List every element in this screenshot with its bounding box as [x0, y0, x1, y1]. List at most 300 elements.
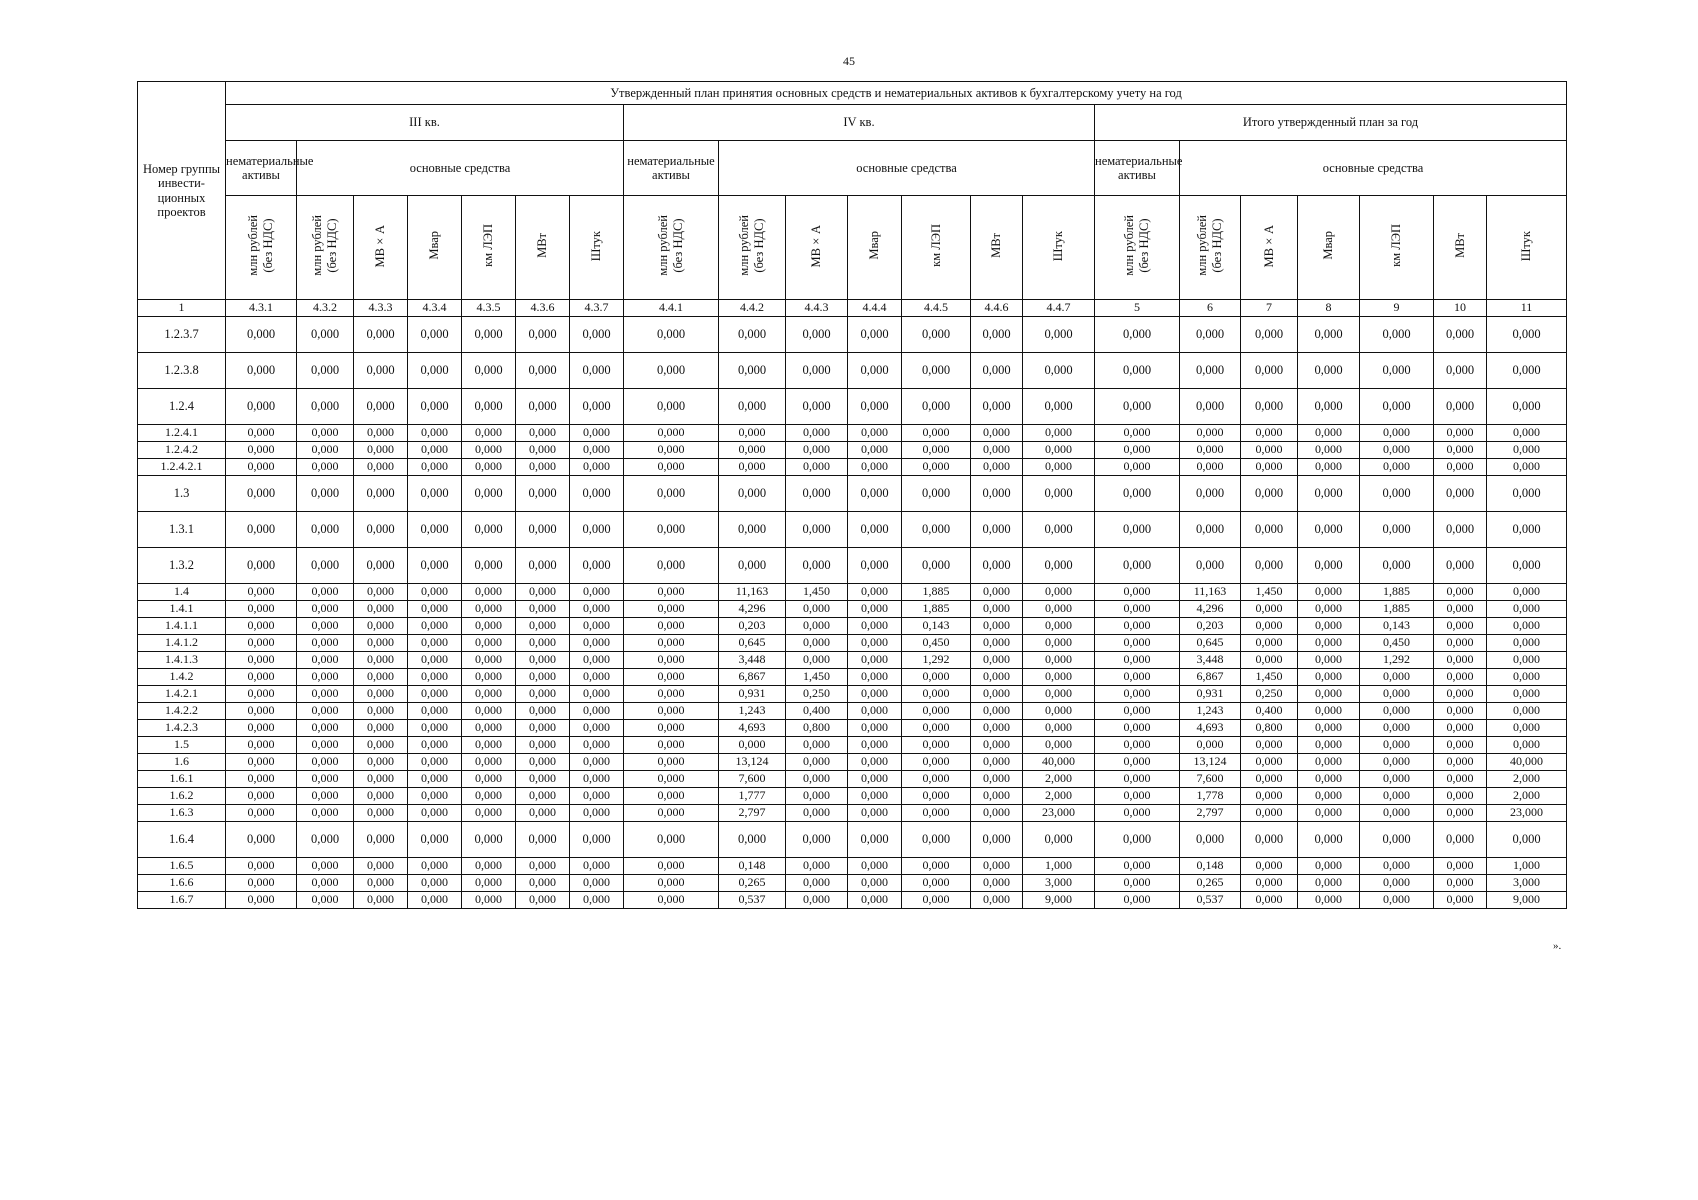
value-cell: 0,000 [786, 389, 848, 425]
unit-header [1095, 196, 1180, 300]
value-cell: 0,000 [462, 618, 516, 635]
value-cell: 0,000 [408, 512, 462, 548]
value-cell: 0,000 [719, 317, 786, 353]
value-cell: 0,000 [462, 425, 516, 442]
column-number-cell: 7 [1241, 300, 1298, 317]
value-cell: 0,000 [786, 771, 848, 788]
value-cell: 0,000 [570, 652, 624, 669]
value-cell: 0,000 [1095, 548, 1180, 584]
value-cell: 0,000 [354, 720, 408, 737]
value-cell: 0,000 [624, 618, 719, 635]
value-cell: 0,931 [1180, 686, 1241, 703]
column-number-cell: 4.4.4 [848, 300, 902, 317]
value-cell: 0,000 [848, 618, 902, 635]
value-cell: 2,000 [1023, 771, 1095, 788]
value-cell: 1,292 [1360, 652, 1434, 669]
value-cell: 0,000 [1023, 703, 1095, 720]
value-cell: 11,163 [1180, 584, 1241, 601]
value-cell: 0,000 [297, 389, 354, 425]
value-cell: 0,000 [1180, 425, 1241, 442]
value-cell: 0,000 [1095, 584, 1180, 601]
value-cell: 0,000 [297, 635, 354, 652]
table-row [138, 805, 1567, 822]
column-number-cell: 4.4.5 [902, 300, 971, 317]
group-number-cell: 1.4.1.1 [138, 618, 226, 635]
value-cell: 0,000 [902, 548, 971, 584]
value-cell: 0,000 [1434, 353, 1487, 389]
value-cell: 0,000 [1487, 720, 1567, 737]
group-number-cell: 1.5 [138, 737, 226, 754]
value-cell: 0,000 [1095, 635, 1180, 652]
value-cell: 0,000 [971, 788, 1023, 805]
value-cell: 0,000 [1095, 788, 1180, 805]
value-cell: 0,000 [1360, 858, 1434, 875]
value-cell: 0,000 [624, 737, 719, 754]
value-cell: 0,000 [1434, 618, 1487, 635]
unit-label: млн рублей (без НДС) [310, 215, 339, 277]
unit-header [848, 196, 902, 300]
value-cell: 0,000 [1360, 548, 1434, 584]
value-cell: 0,000 [1095, 652, 1180, 669]
value-cell: 0,000 [1180, 822, 1241, 858]
value-cell: 0,000 [570, 858, 624, 875]
unit-header [1241, 196, 1298, 300]
value-cell: 0,000 [1095, 618, 1180, 635]
value-cell: 0,000 [902, 669, 971, 686]
value-cell: 0,000 [1180, 512, 1241, 548]
value-cell: 0,000 [1298, 317, 1360, 353]
column-number-row [138, 300, 1567, 317]
value-cell: 0,000 [462, 805, 516, 822]
value-cell: 2,000 [1487, 788, 1567, 805]
value-cell: 0,000 [462, 720, 516, 737]
value-cell: 4,296 [1180, 601, 1241, 618]
value-cell: 0,000 [354, 771, 408, 788]
value-cell: 0,000 [297, 548, 354, 584]
unit-label: км ЛЭП [1389, 224, 1403, 268]
value-cell: 0,000 [1023, 353, 1095, 389]
unit-label: млн рублей (без НДС) [656, 215, 685, 277]
value-cell: 0,000 [516, 822, 570, 858]
value-cell: 0,000 [902, 512, 971, 548]
value-cell: 0,450 [1360, 635, 1434, 652]
value-cell: 0,000 [1487, 425, 1567, 442]
value-cell: 0,000 [786, 512, 848, 548]
value-cell: 0,000 [408, 822, 462, 858]
value-cell: 7,600 [719, 771, 786, 788]
value-cell: 0,000 [971, 892, 1023, 909]
unit-label: МВт [989, 233, 1003, 259]
table-row [138, 601, 1567, 618]
value-cell: 0,000 [1095, 442, 1180, 459]
value-cell: 6,867 [1180, 669, 1241, 686]
unit-header [1360, 196, 1434, 300]
value-cell: 0,000 [848, 548, 902, 584]
group-number-cell: 1.6.6 [138, 875, 226, 892]
value-cell: 0,000 [971, 584, 1023, 601]
value-cell: 0,000 [1487, 822, 1567, 858]
value-cell: 0,000 [516, 686, 570, 703]
value-cell: 0,000 [408, 720, 462, 737]
value-cell: 0,000 [570, 686, 624, 703]
unit-header [971, 196, 1023, 300]
value-cell: 0,000 [1180, 442, 1241, 459]
value-cell: 7,600 [1180, 771, 1241, 788]
group-number-cell: 1.2.3.7 [138, 317, 226, 353]
value-cell: 0,000 [902, 389, 971, 425]
value-cell: 0,000 [516, 618, 570, 635]
value-cell: 0,000 [624, 822, 719, 858]
value-cell: 0,000 [226, 822, 297, 858]
table-row [138, 353, 1567, 389]
unit-header [624, 196, 719, 300]
unit-label: млн рублей (без НДС) [1195, 215, 1224, 277]
value-cell: 0,000 [971, 875, 1023, 892]
unit-label: км ЛЭП [928, 224, 943, 268]
value-cell: 0,000 [1360, 822, 1434, 858]
group-number-cell: 1.2.4 [138, 389, 226, 425]
value-cell: 0,000 [354, 805, 408, 822]
unit-label: Мвар [427, 231, 441, 261]
value-cell: 0,000 [570, 476, 624, 512]
value-cell: 0,000 [1298, 805, 1360, 822]
table-row [138, 858, 1567, 875]
unit-header [902, 196, 971, 300]
value-cell: 0,000 [516, 584, 570, 601]
value-cell: 0,000 [1434, 317, 1487, 353]
value-cell: 0,000 [462, 737, 516, 754]
value-cell: 0,000 [971, 548, 1023, 584]
column-number-cell: 11 [1487, 300, 1567, 317]
column-number-cell: 4.4.1 [624, 300, 719, 317]
group-number-cell: 1.4 [138, 584, 226, 601]
value-cell: 0,000 [1298, 669, 1360, 686]
value-cell: 0,000 [1434, 601, 1487, 618]
value-cell: 0,000 [1095, 425, 1180, 442]
value-cell: 0,000 [971, 822, 1023, 858]
value-cell: 0,000 [516, 754, 570, 771]
value-cell: 0,000 [624, 601, 719, 618]
table-row [138, 317, 1567, 353]
value-cell: 1,243 [719, 703, 786, 720]
value-cell: 0,000 [297, 512, 354, 548]
value-cell: 0,000 [516, 425, 570, 442]
table-row [138, 459, 1567, 476]
value-cell: 0,000 [516, 703, 570, 720]
value-cell: 0,000 [1095, 754, 1180, 771]
group-number-cell: 1.2.4.2 [138, 442, 226, 459]
value-cell: 0,400 [1241, 703, 1298, 720]
value-cell: 0,000 [1023, 669, 1095, 686]
value-cell: 2,000 [1023, 788, 1095, 805]
value-cell: 0,000 [1095, 720, 1180, 737]
value-cell: 0,000 [570, 584, 624, 601]
value-cell: 0,931 [719, 686, 786, 703]
value-cell: 0,000 [624, 788, 719, 805]
value-cell: 0,000 [971, 512, 1023, 548]
units-row [138, 196, 1567, 300]
value-cell: 0,000 [624, 425, 719, 442]
value-cell: 0,000 [786, 754, 848, 771]
group-number-cell: 1.6.5 [138, 858, 226, 875]
value-cell: 0,000 [848, 652, 902, 669]
table-row [138, 425, 1567, 442]
table-row [138, 703, 1567, 720]
column-number-cell: 4.3.7 [570, 300, 624, 317]
value-cell: 6,867 [719, 669, 786, 686]
value-cell: 0,000 [297, 601, 354, 618]
group-number-cell: 1.6.7 [138, 892, 226, 909]
value-cell: 0,000 [408, 686, 462, 703]
column-number-cell: 4.3.2 [297, 300, 354, 317]
value-cell: 0,000 [624, 635, 719, 652]
value-cell: 0,000 [1360, 389, 1434, 425]
unit-header [570, 196, 624, 300]
value-cell: 0,000 [624, 548, 719, 584]
value-cell: 0,000 [1487, 652, 1567, 669]
value-cell: 0,000 [516, 442, 570, 459]
value-cell: 0,000 [1487, 459, 1567, 476]
value-cell: 0,000 [226, 389, 297, 425]
value-cell: 0,000 [570, 635, 624, 652]
value-cell: 0,000 [1095, 822, 1180, 858]
value-cell: 0,000 [786, 601, 848, 618]
unit-label: млн рублей (без НДС) [246, 215, 275, 277]
value-cell: 0,000 [971, 353, 1023, 389]
value-cell: 0,000 [516, 459, 570, 476]
value-cell: 0,000 [1434, 737, 1487, 754]
value-cell: 0,000 [297, 584, 354, 601]
value-cell: 0,000 [1023, 635, 1095, 652]
value-cell: 2,797 [719, 805, 786, 822]
value-cell: 0,000 [971, 686, 1023, 703]
fixed-assets-header: основные средства [1180, 141, 1567, 196]
value-cell: 2,797 [1180, 805, 1241, 822]
value-cell: 0,000 [408, 601, 462, 618]
value-cell: 0,000 [1241, 805, 1298, 822]
value-cell: 0,000 [786, 476, 848, 512]
value-cell: 0,000 [570, 703, 624, 720]
value-cell: 0,000 [1298, 389, 1360, 425]
value-cell: 0,000 [624, 720, 719, 737]
value-cell: 0,000 [226, 601, 297, 618]
value-cell: 0,000 [902, 459, 971, 476]
value-cell: 0,000 [1487, 512, 1567, 548]
value-cell: 0,000 [1241, 317, 1298, 353]
value-cell: 0,000 [1360, 459, 1434, 476]
value-cell: 0,000 [1434, 548, 1487, 584]
unit-header [226, 196, 297, 300]
value-cell: 1,885 [902, 601, 971, 618]
value-cell: 0,645 [1180, 635, 1241, 652]
value-cell: 0,000 [1360, 720, 1434, 737]
value-cell: 0,000 [354, 788, 408, 805]
value-cell: 0,000 [1095, 892, 1180, 909]
value-cell: 0,000 [1487, 669, 1567, 686]
group-number-cell: 1.3.2 [138, 548, 226, 584]
value-cell: 0,000 [297, 652, 354, 669]
value-cell: 0,000 [786, 875, 848, 892]
value-cell: 0,000 [1023, 822, 1095, 858]
value-cell: 0,000 [297, 892, 354, 909]
value-cell: 0,000 [624, 584, 719, 601]
value-cell: 0,000 [1298, 584, 1360, 601]
value-cell: 0,000 [848, 788, 902, 805]
value-cell: 0,000 [354, 476, 408, 512]
value-cell: 9,000 [1487, 892, 1567, 909]
value-cell: 0,000 [719, 442, 786, 459]
column-number-cell: 4.4.7 [1023, 300, 1095, 317]
value-cell: 0,000 [1434, 459, 1487, 476]
value-cell: 0,000 [1360, 754, 1434, 771]
value-cell: 0,000 [408, 805, 462, 822]
value-cell: 0,000 [848, 754, 902, 771]
value-cell: 0,000 [1023, 720, 1095, 737]
value-cell: 3,448 [1180, 652, 1241, 669]
value-cell: 0,000 [1298, 652, 1360, 669]
value-cell: 0,000 [1241, 737, 1298, 754]
value-cell: 0,000 [570, 754, 624, 771]
value-cell: 0,000 [1298, 737, 1360, 754]
value-cell: 0,000 [1434, 512, 1487, 548]
intangible-assets-header: нематериальные активы [1095, 141, 1180, 196]
value-cell: 0,000 [1298, 720, 1360, 737]
value-cell: 0,000 [462, 703, 516, 720]
value-cell: 0,000 [719, 822, 786, 858]
value-cell: 0,000 [1241, 875, 1298, 892]
value-cell: 0,000 [354, 875, 408, 892]
column-number-cell: 6 [1180, 300, 1241, 317]
value-cell: 0,143 [902, 618, 971, 635]
value-cell: 0,000 [1095, 686, 1180, 703]
value-cell: 0,000 [226, 771, 297, 788]
value-cell: 0,000 [971, 425, 1023, 442]
value-cell: 0,000 [297, 317, 354, 353]
value-cell: 0,000 [902, 425, 971, 442]
value-cell: 0,000 [1434, 822, 1487, 858]
value-cell: 0,000 [848, 601, 902, 618]
group-number-cell: 1.4.2 [138, 669, 226, 686]
unit-label: МВ×А [373, 224, 387, 268]
value-cell: 0,000 [516, 858, 570, 875]
value-cell: 0,000 [516, 720, 570, 737]
value-cell: 0,000 [226, 353, 297, 389]
value-cell: 0,000 [848, 512, 902, 548]
value-cell: 4,693 [1180, 720, 1241, 737]
value-cell: 0,000 [1487, 601, 1567, 618]
value-cell: 0,000 [1023, 476, 1095, 512]
value-cell: 0,000 [1360, 737, 1434, 754]
value-cell: 0,000 [1360, 425, 1434, 442]
value-cell: 0,000 [786, 317, 848, 353]
value-cell: 0,000 [971, 737, 1023, 754]
value-cell: 0,000 [624, 512, 719, 548]
value-cell: 0,000 [1360, 512, 1434, 548]
value-cell: 0,000 [719, 353, 786, 389]
value-cell: 0,000 [462, 858, 516, 875]
table-row [138, 635, 1567, 652]
value-cell: 0,000 [1298, 512, 1360, 548]
value-cell: 0,000 [354, 737, 408, 754]
column-number-cell: 4.4.6 [971, 300, 1023, 317]
value-cell: 0,000 [1241, 459, 1298, 476]
value-cell: 0,000 [570, 353, 624, 389]
value-cell: 0,000 [848, 669, 902, 686]
table-row [138, 788, 1567, 805]
value-cell: 0,000 [1434, 858, 1487, 875]
value-cell: 0,000 [1298, 476, 1360, 512]
value-cell: 0,000 [971, 754, 1023, 771]
column-number-cell: 5 [1095, 300, 1180, 317]
value-cell: 0,000 [971, 618, 1023, 635]
value-cell: 0,000 [786, 635, 848, 652]
value-cell: 0,000 [848, 353, 902, 389]
value-cell: 0,000 [1360, 476, 1434, 512]
value-cell: 0,250 [786, 686, 848, 703]
value-cell: 0,000 [1487, 737, 1567, 754]
value-cell: 0,000 [354, 442, 408, 459]
value-cell: 0,000 [226, 858, 297, 875]
value-cell: 0,000 [786, 788, 848, 805]
value-cell: 0,000 [1360, 703, 1434, 720]
value-cell: 0,000 [902, 442, 971, 459]
value-cell: 0,000 [848, 858, 902, 875]
value-cell: 0,000 [902, 476, 971, 512]
value-cell: 0,000 [1298, 771, 1360, 788]
value-cell: 0,000 [1095, 875, 1180, 892]
value-cell: 0,000 [226, 317, 297, 353]
value-cell: 0,000 [1241, 425, 1298, 442]
value-cell: 0,000 [1434, 584, 1487, 601]
value-cell: 0,000 [1241, 512, 1298, 548]
value-cell: 0,000 [971, 703, 1023, 720]
value-cell: 0,000 [1023, 317, 1095, 353]
value-cell: 0,000 [226, 584, 297, 601]
value-cell: 0,000 [462, 353, 516, 389]
value-cell: 0,000 [1298, 754, 1360, 771]
value-cell: 0,000 [462, 512, 516, 548]
value-cell: 0,000 [462, 686, 516, 703]
group-number-cell: 1.3 [138, 476, 226, 512]
value-cell: 0,000 [516, 548, 570, 584]
value-cell: 0,000 [297, 353, 354, 389]
value-cell: 0,000 [297, 669, 354, 686]
value-cell: 0,537 [719, 892, 786, 909]
value-cell: 0,000 [408, 875, 462, 892]
column-number-cell: 4.3.5 [462, 300, 516, 317]
value-cell: 0,000 [1487, 442, 1567, 459]
value-cell: 0,450 [902, 635, 971, 652]
value-cell: 0,000 [1298, 548, 1360, 584]
value-cell: 0,000 [408, 669, 462, 686]
value-cell: 0,000 [719, 737, 786, 754]
value-cell: 0,000 [570, 459, 624, 476]
value-cell: 0,000 [902, 805, 971, 822]
unit-label: Штук [589, 230, 603, 261]
value-cell: 0,000 [297, 822, 354, 858]
value-cell: 0,000 [1023, 652, 1095, 669]
value-cell: 2,000 [1487, 771, 1567, 788]
value-cell: 0,000 [1298, 703, 1360, 720]
value-cell: 0,000 [226, 476, 297, 512]
value-cell: 1,885 [902, 584, 971, 601]
value-cell: 0,000 [570, 669, 624, 686]
value-cell: 0,000 [1241, 476, 1298, 512]
group-number-cell: 1.2.3.8 [138, 353, 226, 389]
value-cell: 40,000 [1023, 754, 1095, 771]
value-cell: 0,000 [1487, 353, 1567, 389]
value-cell: 1,450 [786, 584, 848, 601]
